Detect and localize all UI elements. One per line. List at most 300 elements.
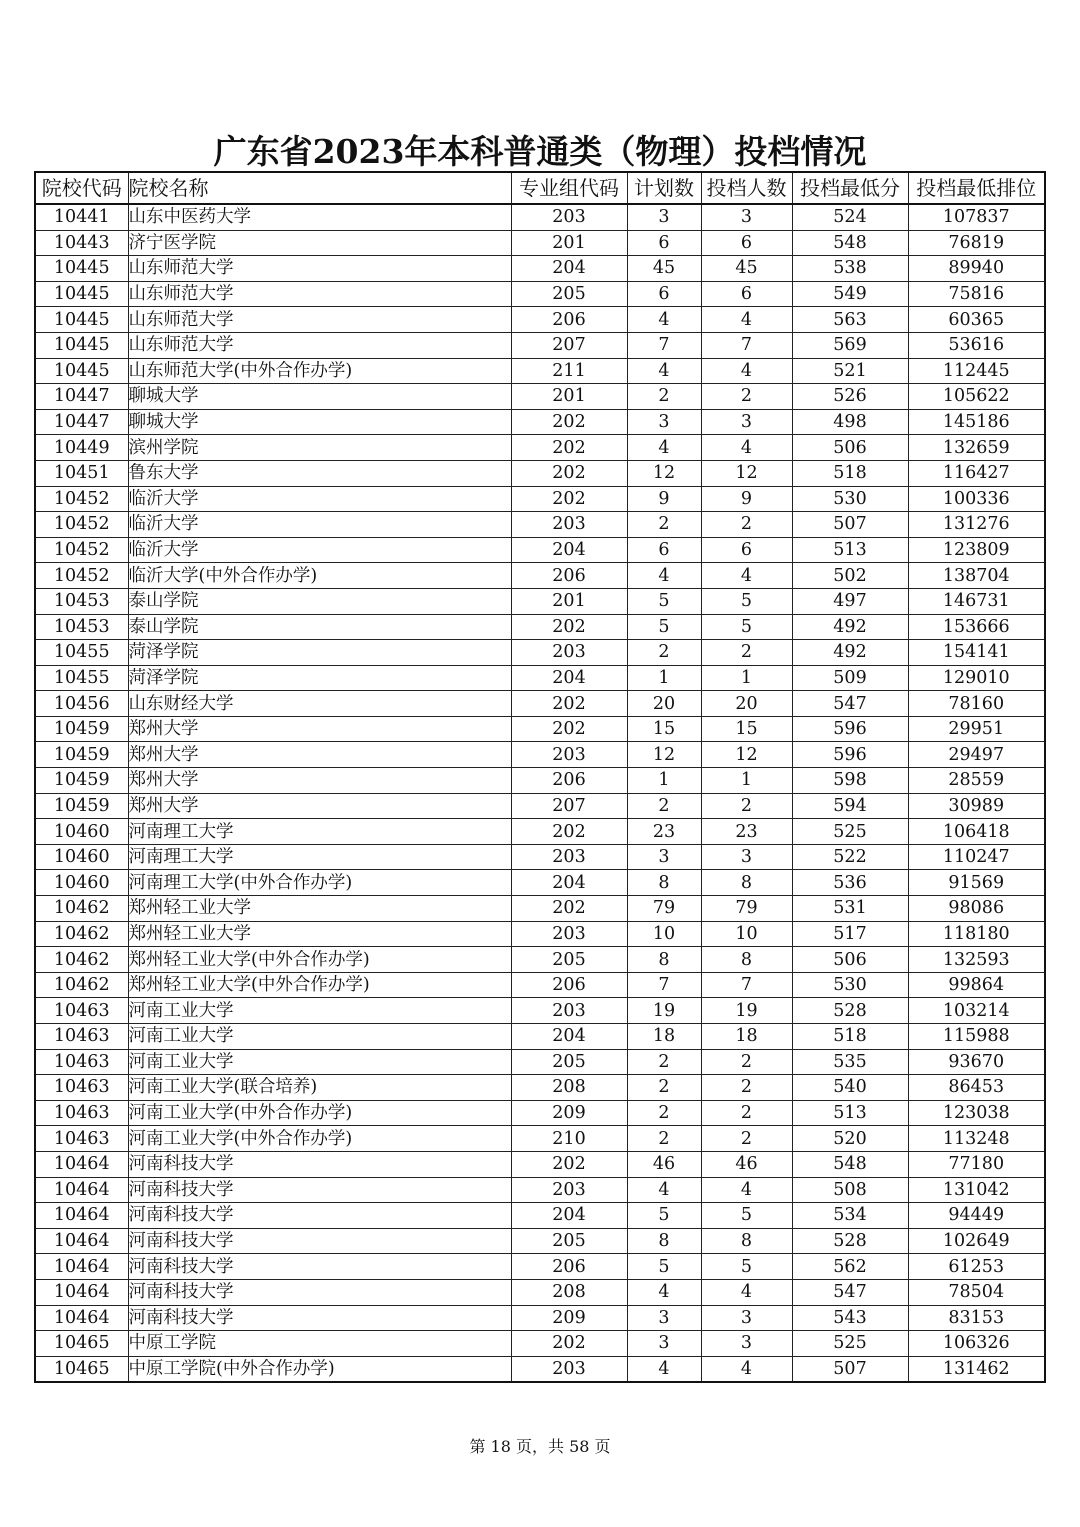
group-code-cell: 202	[511, 716, 627, 742]
plan-count-cell: 6	[627, 537, 701, 563]
min-rank-cell: 146731	[908, 588, 1045, 614]
min-score-cell: 502	[792, 563, 908, 589]
table-row	[35, 1356, 1045, 1382]
plan-count-cell: 3	[627, 1331, 701, 1357]
admitted-count-cell: 19	[701, 998, 792, 1024]
min-rank-cell: 102649	[908, 1228, 1045, 1254]
group-code-cell: 202	[511, 460, 627, 486]
admitted-count-cell: 2	[701, 512, 792, 538]
group-code-cell: 206	[511, 972, 627, 998]
school-code-cell: 10462	[35, 921, 128, 947]
min-rank-cell: 129010	[908, 665, 1045, 691]
school-name-cell: 河南科技大学	[128, 1228, 511, 1254]
min-rank-cell: 131276	[908, 512, 1045, 538]
min-rank-cell: 110247	[908, 844, 1045, 870]
min-rank-cell: 145186	[908, 409, 1045, 435]
min-rank-cell: 75816	[908, 281, 1045, 307]
min-rank-cell: 29951	[908, 716, 1045, 742]
plan-count-cell: 12	[627, 742, 701, 768]
school-code-cell: 10451	[35, 460, 128, 486]
table-row	[35, 1254, 1045, 1280]
school-name-cell: 山东中医药大学	[128, 204, 511, 230]
min-rank-cell: 112445	[908, 358, 1045, 384]
min-score-cell: 598	[792, 768, 908, 794]
school-code-cell: 10462	[35, 896, 128, 922]
school-name-cell: 河南理工大学	[128, 844, 511, 870]
min-rank-cell: 153666	[908, 614, 1045, 640]
table-row	[35, 256, 1045, 282]
min-rank-cell: 132593	[908, 947, 1045, 973]
plan-count-cell: 4	[627, 435, 701, 461]
min-score-cell: 518	[792, 1024, 908, 1050]
min-rank-cell: 30989	[908, 793, 1045, 819]
col-header-min-score: 投档最低分	[792, 172, 908, 204]
plan-count-cell: 79	[627, 896, 701, 922]
admitted-count-cell: 8	[701, 1228, 792, 1254]
admitted-count-cell: 7	[701, 972, 792, 998]
group-code-cell: 201	[511, 384, 627, 410]
school-name-cell: 河南科技大学	[128, 1151, 511, 1177]
admitted-count-cell: 6	[701, 537, 792, 563]
group-code-cell: 209	[511, 1100, 627, 1126]
school-name-cell: 河南工业大学(中外合作办学)	[128, 1100, 511, 1126]
group-code-cell: 205	[511, 1228, 627, 1254]
min-score-cell: 517	[792, 921, 908, 947]
min-rank-cell: 154141	[908, 640, 1045, 666]
min-rank-cell: 99864	[908, 972, 1045, 998]
min-score-cell: 498	[792, 409, 908, 435]
admitted-count-cell: 23	[701, 819, 792, 845]
school-name-cell: 河南科技大学	[128, 1254, 511, 1280]
table-row	[35, 537, 1045, 563]
table-row	[35, 460, 1045, 486]
min-score-cell: 513	[792, 537, 908, 563]
school-code-cell: 10460	[35, 819, 128, 845]
group-code-cell: 202	[511, 409, 627, 435]
school-code-cell: 10445	[35, 332, 128, 358]
school-code-cell: 10464	[35, 1151, 128, 1177]
group-code-cell: 206	[511, 307, 627, 333]
plan-count-cell: 5	[627, 614, 701, 640]
group-code-cell: 203	[511, 921, 627, 947]
table-row	[35, 691, 1045, 717]
group-code-cell: 202	[511, 691, 627, 717]
group-code-cell: 211	[511, 358, 627, 384]
school-code-cell: 10459	[35, 768, 128, 794]
min-score-cell: 518	[792, 460, 908, 486]
min-rank-cell: 53616	[908, 332, 1045, 358]
admitted-count-cell: 3	[701, 1305, 792, 1331]
school-name-cell: 河南工业大学	[128, 998, 511, 1024]
min-score-cell: 534	[792, 1203, 908, 1229]
group-code-cell: 203	[511, 844, 627, 870]
table-row	[35, 1151, 1045, 1177]
table-row	[35, 1126, 1045, 1152]
school-code-cell: 10462	[35, 947, 128, 973]
table-row	[35, 793, 1045, 819]
min-score-cell: 506	[792, 947, 908, 973]
school-name-cell: 山东师范大学	[128, 307, 511, 333]
admitted-count-cell: 2	[701, 384, 792, 410]
admitted-count-cell: 1	[701, 768, 792, 794]
min-score-cell: 530	[792, 486, 908, 512]
group-code-cell: 205	[511, 947, 627, 973]
min-score-cell: 569	[792, 332, 908, 358]
school-code-cell: 10459	[35, 742, 128, 768]
school-code-cell: 10464	[35, 1305, 128, 1331]
admitted-count-cell: 46	[701, 1151, 792, 1177]
school-code-cell: 10445	[35, 281, 128, 307]
min-score-cell: 594	[792, 793, 908, 819]
school-code-cell: 10464	[35, 1177, 128, 1203]
school-name-cell: 河南工业大学	[128, 1049, 511, 1075]
school-name-cell: 鲁东大学	[128, 460, 511, 486]
table-row	[35, 204, 1045, 230]
group-code-cell: 204	[511, 1203, 627, 1229]
min-rank-cell: 106326	[908, 1331, 1045, 1357]
min-rank-cell: 98086	[908, 896, 1045, 922]
admitted-count-cell: 3	[701, 844, 792, 870]
group-code-cell: 202	[511, 486, 627, 512]
group-code-cell: 207	[511, 793, 627, 819]
min-score-cell: 525	[792, 819, 908, 845]
admitted-count-cell: 4	[701, 358, 792, 384]
admitted-count-cell: 4	[701, 435, 792, 461]
min-score-cell: 535	[792, 1049, 908, 1075]
group-code-cell: 204	[511, 1024, 627, 1050]
plan-count-cell: 5	[627, 1254, 701, 1280]
table-row	[35, 1177, 1045, 1203]
school-code-cell: 10449	[35, 435, 128, 461]
table-row	[35, 870, 1045, 896]
col-header-group-code: 专业组代码	[511, 172, 627, 204]
group-code-cell: 203	[511, 204, 627, 230]
group-code-cell: 206	[511, 563, 627, 589]
school-name-cell: 临沂大学(中外合作办学)	[128, 563, 511, 589]
school-name-cell: 河南工业大学	[128, 1024, 511, 1050]
min-score-cell: 521	[792, 358, 908, 384]
school-name-cell: 泰山学院	[128, 614, 511, 640]
min-score-cell: 526	[792, 384, 908, 410]
admitted-count-cell: 12	[701, 742, 792, 768]
school-name-cell: 菏泽学院	[128, 640, 511, 666]
min-score-cell: 543	[792, 1305, 908, 1331]
min-score-cell: 528	[792, 1228, 908, 1254]
min-rank-cell: 138704	[908, 563, 1045, 589]
table-row	[35, 640, 1045, 666]
school-name-cell: 临沂大学	[128, 486, 511, 512]
table-row	[35, 665, 1045, 691]
group-code-cell: 205	[511, 281, 627, 307]
header-row	[35, 172, 1045, 204]
group-code-cell: 205	[511, 1049, 627, 1075]
group-code-cell: 208	[511, 1279, 627, 1305]
table-row	[35, 1100, 1045, 1126]
min-rank-cell: 131042	[908, 1177, 1045, 1203]
min-score-cell: 547	[792, 691, 908, 717]
table-row	[35, 742, 1045, 768]
school-code-cell: 10443	[35, 230, 128, 256]
school-code-cell: 10445	[35, 307, 128, 333]
school-code-cell: 10460	[35, 844, 128, 870]
plan-count-cell: 23	[627, 819, 701, 845]
table-row	[35, 588, 1045, 614]
table-row	[35, 1228, 1045, 1254]
admitted-count-cell: 18	[701, 1024, 792, 1050]
plan-count-cell: 4	[627, 1356, 701, 1382]
admitted-count-cell: 6	[701, 281, 792, 307]
school-name-cell: 郑州大学	[128, 742, 511, 768]
min-rank-cell: 29497	[908, 742, 1045, 768]
group-code-cell: 204	[511, 537, 627, 563]
plan-count-cell: 4	[627, 1279, 701, 1305]
group-code-cell: 202	[511, 1151, 627, 1177]
min-score-cell: 524	[792, 204, 908, 230]
group-code-cell: 202	[511, 819, 627, 845]
admitted-count-cell: 8	[701, 870, 792, 896]
min-score-cell: 596	[792, 742, 908, 768]
plan-count-cell: 6	[627, 230, 701, 256]
min-score-cell: 562	[792, 1254, 908, 1280]
group-code-cell: 202	[511, 1331, 627, 1357]
min-score-cell: 547	[792, 1279, 908, 1305]
school-code-cell: 10452	[35, 486, 128, 512]
school-code-cell: 10465	[35, 1331, 128, 1357]
min-rank-cell: 113248	[908, 1126, 1045, 1152]
min-score-cell: 530	[792, 972, 908, 998]
min-rank-cell: 77180	[908, 1151, 1045, 1177]
group-code-cell: 202	[511, 896, 627, 922]
table-row	[35, 998, 1045, 1024]
school-name-cell: 郑州轻工业大学	[128, 896, 511, 922]
school-name-cell: 河南科技大学	[128, 1203, 511, 1229]
plan-count-cell: 45	[627, 256, 701, 282]
group-code-cell: 201	[511, 588, 627, 614]
group-code-cell: 207	[511, 332, 627, 358]
min-rank-cell: 103214	[908, 998, 1045, 1024]
school-name-cell: 临沂大学	[128, 512, 511, 538]
group-code-cell: 203	[511, 512, 627, 538]
col-header-school-code: 院校代码	[35, 172, 128, 204]
school-code-cell: 10463	[35, 1049, 128, 1075]
group-code-cell: 204	[511, 870, 627, 896]
group-code-cell: 208	[511, 1075, 627, 1101]
min-score-cell: 549	[792, 281, 908, 307]
school-code-cell: 10464	[35, 1228, 128, 1254]
table-row	[35, 486, 1045, 512]
plan-count-cell: 1	[627, 768, 701, 794]
table-row	[35, 1305, 1045, 1331]
min-rank-cell: 107837	[908, 204, 1045, 230]
min-score-cell: 548	[792, 1151, 908, 1177]
school-name-cell: 郑州轻工业大学	[128, 921, 511, 947]
school-name-cell: 临沂大学	[128, 537, 511, 563]
school-code-cell: 10453	[35, 588, 128, 614]
min-rank-cell: 61253	[908, 1254, 1045, 1280]
min-rank-cell: 93670	[908, 1049, 1045, 1075]
plan-count-cell: 5	[627, 588, 701, 614]
group-code-cell: 202	[511, 435, 627, 461]
plan-count-cell: 4	[627, 563, 701, 589]
admitted-count-cell: 3	[701, 409, 792, 435]
table-row	[35, 1049, 1045, 1075]
plan-count-cell: 3	[627, 409, 701, 435]
school-code-cell: 10452	[35, 537, 128, 563]
admitted-count-cell: 2	[701, 1126, 792, 1152]
admitted-count-cell: 5	[701, 1254, 792, 1280]
group-code-cell: 210	[511, 1126, 627, 1152]
school-name-cell: 河南工业大学(联合培养)	[128, 1075, 511, 1101]
school-name-cell: 中原工学院	[128, 1331, 511, 1357]
admitted-count-cell: 12	[701, 460, 792, 486]
school-name-cell: 河南理工大学	[128, 819, 511, 845]
plan-count-cell: 2	[627, 512, 701, 538]
min-rank-cell: 60365	[908, 307, 1045, 333]
plan-count-cell: 9	[627, 486, 701, 512]
school-name-cell: 郑州大学	[128, 716, 511, 742]
plan-count-cell: 2	[627, 1049, 701, 1075]
table-row	[35, 1279, 1045, 1305]
plan-count-cell: 4	[627, 358, 701, 384]
min-rank-cell: 78160	[908, 691, 1045, 717]
min-score-cell: 492	[792, 640, 908, 666]
school-name-cell: 菏泽学院	[128, 665, 511, 691]
table-row	[35, 819, 1045, 845]
admitted-count-cell: 2	[701, 1075, 792, 1101]
admitted-count-cell: 4	[701, 307, 792, 333]
school-name-cell: 郑州大学	[128, 768, 511, 794]
page-title: 广东省2023年本科普通类（物理）投档情况	[213, 132, 867, 171]
admitted-count-cell: 6	[701, 230, 792, 256]
col-header-plan-count: 计划数	[627, 172, 701, 204]
col-header-admitted-count: 投档人数	[701, 172, 792, 204]
school-name-cell: 山东师范大学	[128, 281, 511, 307]
admitted-count-cell: 10	[701, 921, 792, 947]
page-footer: 第 18 页，共 58 页	[469, 1437, 611, 1456]
admitted-count-cell: 3	[701, 204, 792, 230]
min-rank-cell: 123809	[908, 537, 1045, 563]
school-name-cell: 郑州轻工业大学(中外合作办学)	[128, 947, 511, 973]
school-name-cell: 河南科技大学	[128, 1177, 511, 1203]
min-rank-cell: 78504	[908, 1279, 1045, 1305]
table-row	[35, 563, 1045, 589]
admitted-count-cell: 2	[701, 793, 792, 819]
school-code-cell: 10463	[35, 1024, 128, 1050]
plan-count-cell: 12	[627, 460, 701, 486]
school-code-cell: 10463	[35, 1126, 128, 1152]
school-name-cell: 滨州学院	[128, 435, 511, 461]
min-rank-cell: 131462	[908, 1356, 1045, 1382]
min-score-cell: 548	[792, 230, 908, 256]
table-row	[35, 716, 1045, 742]
table-row	[35, 844, 1045, 870]
plan-count-cell: 8	[627, 947, 701, 973]
table-row	[35, 435, 1045, 461]
school-name-cell: 聊城大学	[128, 409, 511, 435]
admitted-count-cell: 4	[701, 1356, 792, 1382]
plan-count-cell: 5	[627, 1203, 701, 1229]
min-score-cell: 492	[792, 614, 908, 640]
admitted-count-cell: 5	[701, 614, 792, 640]
school-name-cell: 郑州轻工业大学(中外合作办学)	[128, 972, 511, 998]
plan-count-cell: 2	[627, 1126, 701, 1152]
admitted-count-cell: 8	[701, 947, 792, 973]
admitted-count-cell: 2	[701, 1100, 792, 1126]
table-row	[35, 409, 1045, 435]
school-name-cell: 聊城大学	[128, 384, 511, 410]
plan-count-cell: 15	[627, 716, 701, 742]
school-code-cell: 10445	[35, 358, 128, 384]
min-score-cell: 509	[792, 665, 908, 691]
plan-count-cell: 2	[627, 640, 701, 666]
plan-count-cell: 7	[627, 332, 701, 358]
admitted-count-cell: 4	[701, 1177, 792, 1203]
admitted-count-cell: 4	[701, 563, 792, 589]
school-code-cell: 10447	[35, 384, 128, 410]
table-row	[35, 921, 1045, 947]
school-name-cell: 河南科技大学	[128, 1279, 511, 1305]
min-rank-cell: 115988	[908, 1024, 1045, 1050]
admitted-count-cell: 20	[701, 691, 792, 717]
admitted-count-cell: 4	[701, 1279, 792, 1305]
school-code-cell: 10465	[35, 1356, 128, 1382]
admitted-count-cell: 1	[701, 665, 792, 691]
group-code-cell: 206	[511, 1254, 627, 1280]
min-score-cell: 522	[792, 844, 908, 870]
min-score-cell: 540	[792, 1075, 908, 1101]
min-rank-cell: 118180	[908, 921, 1045, 947]
school-name-cell: 中原工学院(中外合作办学)	[128, 1356, 511, 1382]
plan-count-cell: 46	[627, 1151, 701, 1177]
school-code-cell: 10455	[35, 665, 128, 691]
min-rank-cell: 123038	[908, 1100, 1045, 1126]
school-code-cell: 10463	[35, 1100, 128, 1126]
min-rank-cell: 105622	[908, 384, 1045, 410]
school-code-cell: 10453	[35, 614, 128, 640]
table-row	[35, 1203, 1045, 1229]
min-rank-cell: 116427	[908, 460, 1045, 486]
admitted-count-cell: 9	[701, 486, 792, 512]
admitted-count-cell: 45	[701, 256, 792, 282]
plan-count-cell: 3	[627, 844, 701, 870]
plan-count-cell: 8	[627, 870, 701, 896]
min-score-cell: 507	[792, 1356, 908, 1382]
school-name-cell: 泰山学院	[128, 588, 511, 614]
group-code-cell: 204	[511, 256, 627, 282]
school-code-cell: 10459	[35, 716, 128, 742]
plan-count-cell: 2	[627, 1075, 701, 1101]
admitted-count-cell: 5	[701, 1203, 792, 1229]
min-score-cell: 538	[792, 256, 908, 282]
col-header-school-name: 院校名称	[128, 172, 511, 204]
table-row	[35, 384, 1045, 410]
plan-count-cell: 4	[627, 307, 701, 333]
min-rank-cell: 89940	[908, 256, 1045, 282]
school-name-cell: 山东师范大学(中外合作办学)	[128, 358, 511, 384]
admitted-count-cell: 79	[701, 896, 792, 922]
school-name-cell: 山东师范大学	[128, 332, 511, 358]
table-row	[35, 768, 1045, 794]
plan-count-cell: 3	[627, 204, 701, 230]
plan-count-cell: 2	[627, 384, 701, 410]
admitted-count-cell: 7	[701, 332, 792, 358]
min-score-cell: 506	[792, 435, 908, 461]
min-score-cell: 528	[792, 998, 908, 1024]
plan-count-cell: 18	[627, 1024, 701, 1050]
group-code-cell: 203	[511, 1356, 627, 1382]
table-row	[35, 332, 1045, 358]
min-rank-cell: 28559	[908, 768, 1045, 794]
